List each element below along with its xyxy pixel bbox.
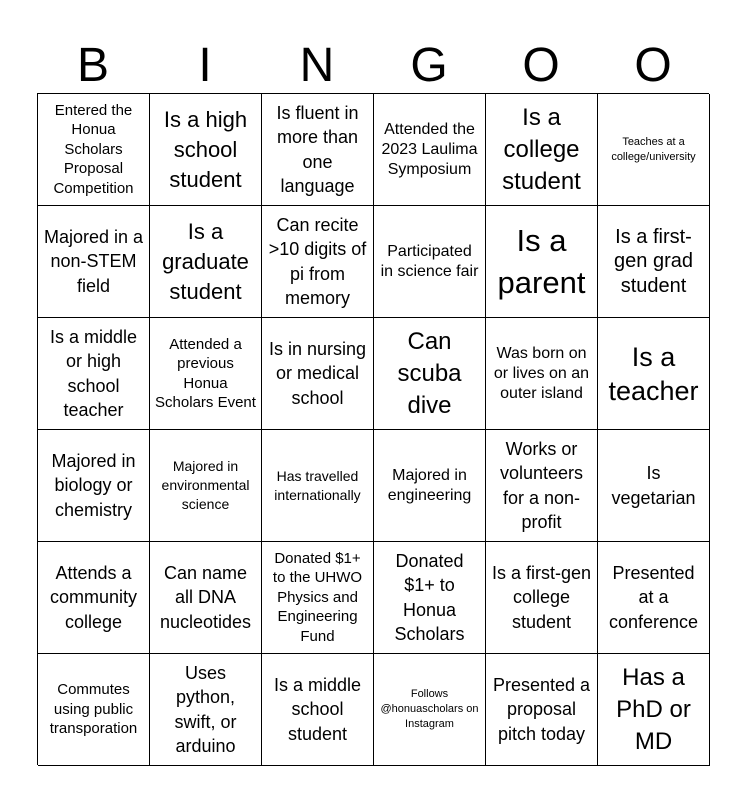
cell-text: Attends a community college [49, 562, 138, 632]
cell-text: Is a middle or high school teacher [49, 326, 138, 420]
cell-text: Is a first-gen college student [491, 562, 592, 632]
header-letter-b: B [76, 39, 109, 92]
bingo-cell-r3-c5[interactable] [486, 318, 598, 430]
header-letter-i: I [198, 39, 212, 92]
cell-text: Participated in science fair [380, 242, 479, 280]
cell-text: Is a teacher [608, 341, 699, 406]
cell-text: Attended the 2023 Laulima Symposium [381, 120, 478, 178]
cell-text: Is in nursing or medical school [268, 338, 367, 408]
cell-text: Was born on or lives on an outer island [493, 344, 590, 402]
bingo-cell-r4-c4[interactable] [374, 430, 486, 542]
bingo-cell-r5-c6[interactable] [598, 542, 710, 654]
cell-text: Works or volunteers for a non-profit [499, 438, 584, 532]
bingo-cell-r3-c6[interactable] [598, 318, 710, 430]
cell-text: Entered the Honua Scholars Proposal Competition [53, 101, 134, 197]
header-letter-o: O [522, 39, 560, 92]
cell-text: Is a parent [497, 222, 586, 300]
bingo-cell-r1-c5[interactable] [486, 94, 598, 206]
cell-text: Is vegetarian [611, 463, 696, 508]
bingo-cell-r4-c1[interactable] [38, 430, 150, 542]
cell-text: Commutes using public transporation [49, 681, 138, 738]
bingo-header [37, 30, 709, 94]
bingo-cell-r1-c2[interactable] [150, 94, 262, 206]
bingo-cell-r5-c4[interactable] [374, 542, 486, 654]
cell-text: Can scuba dive [397, 327, 462, 419]
bingo-cell-r1-c3[interactable] [262, 94, 374, 206]
bingo-cell-r2-c5[interactable] [486, 206, 598, 318]
cell-text: Has travelled internationally [274, 467, 361, 503]
bingo-cell-r4-c2[interactable] [150, 430, 262, 542]
cell-text: Majored in biology or chemistry [51, 450, 136, 520]
bingo-cell-r6-c5[interactable] [486, 654, 598, 766]
bingo-cell-r1-c1[interactable] [38, 94, 150, 206]
cell-text: Is fluent in more than one language [276, 102, 359, 196]
cell-text: Follows @honuascholars on Instagram [380, 688, 479, 730]
bingo-cell-r4-c5[interactable] [486, 430, 598, 542]
bingo-cell-r6-c4[interactable] [374, 654, 486, 766]
cell-text: Presented at a conference [608, 562, 699, 632]
cell-text: Attended a previous Honua Scholars Event [155, 335, 256, 411]
bingo-cell-r5-c1[interactable] [38, 542, 150, 654]
cell-text: Donated $1+ to the UHWO Physics and Engineering Fund [272, 549, 363, 645]
cell-text: Uses python, swift, or arduino [174, 662, 237, 756]
cell-text: Is a college student [502, 103, 581, 195]
bingo-cell-r3-c3[interactable] [262, 318, 374, 430]
cell-text: Teaches at a college/university [611, 135, 696, 163]
cell-text: Donated $1+ to Honua Scholars [394, 550, 465, 644]
bingo-cell-r6-c3[interactable] [262, 654, 374, 766]
header-letter-g: G [410, 39, 448, 92]
cell-text: Majored in environmental science [161, 458, 250, 512]
bingo-cell-r2-c6[interactable] [598, 206, 710, 318]
bingo-cell-r2-c2[interactable] [150, 206, 262, 318]
bingo-cell-r3-c4[interactable] [374, 318, 486, 430]
bingo-cell-r1-c4[interactable] [374, 94, 486, 206]
cell-text: Presented a proposal pitch today [492, 674, 591, 744]
cell-text: Is a high school student [163, 106, 248, 192]
bingo-cell-r5-c2[interactable] [150, 542, 262, 654]
bingo-cell-r4-c6[interactable] [598, 430, 710, 542]
header-letter-n: N [299, 39, 335, 92]
bingo-cell-r4-c3[interactable] [262, 430, 374, 542]
bingo-cell-r5-c3[interactable] [262, 542, 374, 654]
bingo-cell-r6-c6[interactable] [598, 654, 710, 766]
bingo-cell-r1-c6[interactable] [598, 94, 710, 206]
cell-text: Is a middle school student [273, 674, 362, 744]
bingo-cell-r5-c5[interactable] [486, 542, 598, 654]
cell-text: Majored in engineering [387, 466, 472, 504]
bingo-cell-r2-c3[interactable] [262, 206, 374, 318]
bingo-grid [37, 93, 709, 765]
cell-text: Can name all DNA nucleotides [159, 562, 252, 632]
cell-text: Is a graduate student [162, 218, 249, 304]
bingo-cell-r2-c4[interactable] [374, 206, 486, 318]
cell-text: Has a PhD or MD [616, 663, 691, 755]
bingo-cell-r3-c2[interactable] [150, 318, 262, 430]
cell-text: Is a first-gen grad student [614, 225, 693, 297]
bingo-cell-r2-c1[interactable] [38, 206, 150, 318]
cell-text: Can recite >10 digits of pi from memory [268, 214, 367, 308]
bingo-cell-r3-c1[interactable] [38, 318, 150, 430]
header-letter-o-2: O [634, 39, 672, 92]
cell-text: Majored in a non-STEM field [43, 226, 144, 296]
bingo-cell-r6-c2[interactable] [150, 654, 262, 766]
bingo-cell-r6-c1[interactable] [38, 654, 150, 766]
